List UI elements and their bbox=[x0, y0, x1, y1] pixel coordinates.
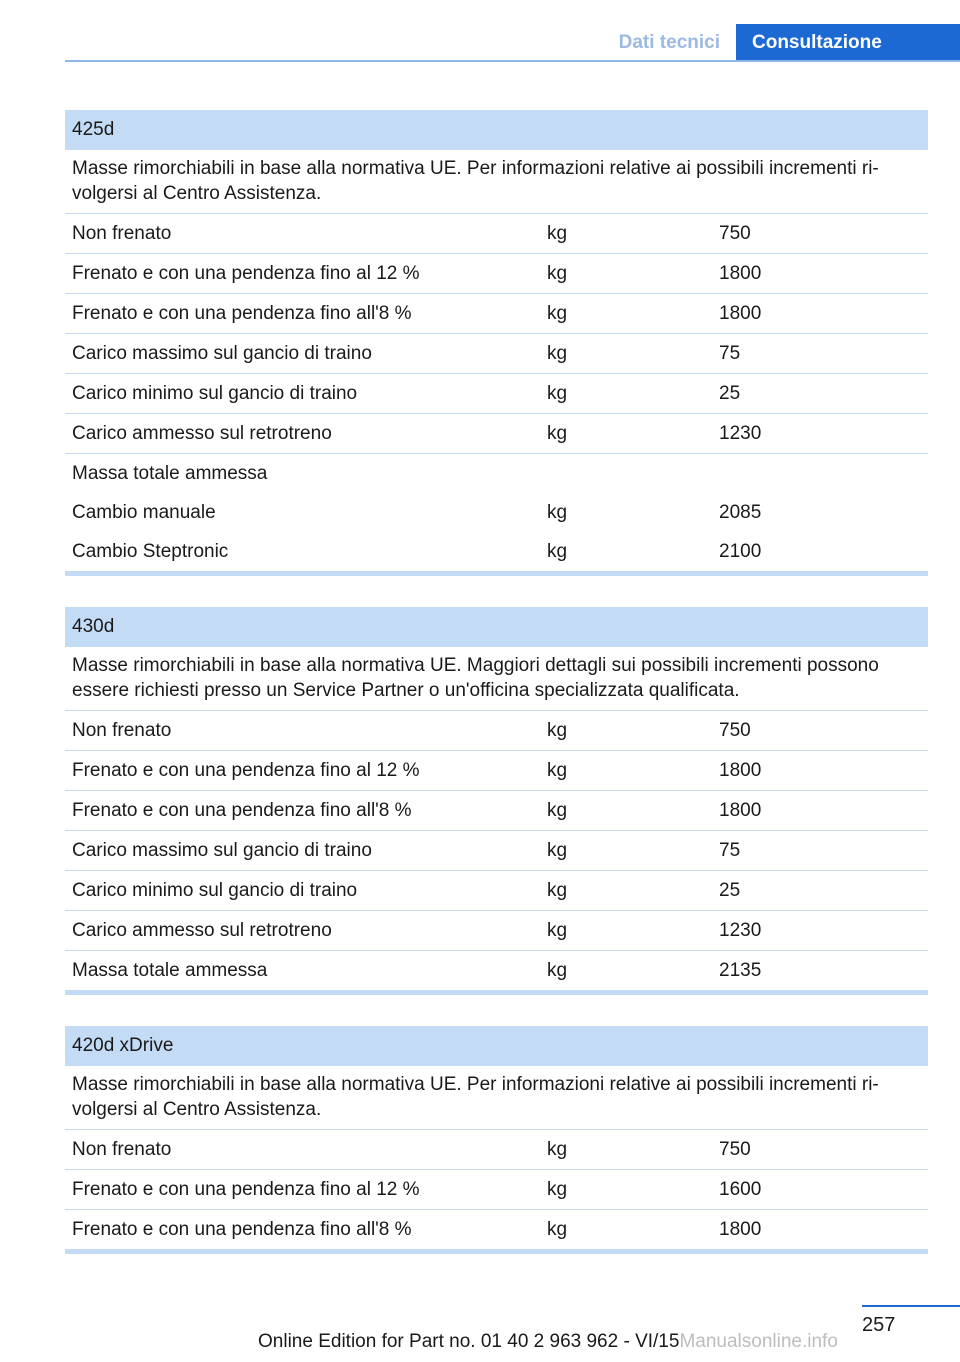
row-label: Carico massimo sul gancio di traino bbox=[72, 343, 372, 364]
row-value: 25 bbox=[719, 880, 741, 901]
table-row bbox=[65, 414, 928, 454]
row-unit: kg bbox=[547, 263, 568, 284]
row-value: 1600 bbox=[719, 1179, 762, 1200]
row-value: 25 bbox=[719, 383, 741, 404]
row-label: Carico minimo sul gancio di traino bbox=[72, 880, 358, 901]
table-row bbox=[65, 294, 928, 334]
row-label: Frenato e con una pendenza fino all'8 % bbox=[72, 800, 412, 821]
row-unit: kg bbox=[547, 1219, 568, 1240]
row-label: Frenato e con una pendenza fino al 12 % bbox=[72, 263, 420, 284]
watermark-text: Manualsonline.info bbox=[679, 1331, 838, 1352]
row-value: 75 bbox=[719, 840, 741, 861]
row-unit: kg bbox=[547, 840, 568, 861]
row-value: 750 bbox=[719, 1139, 751, 1160]
table-row bbox=[65, 254, 928, 294]
row-label: Carico ammesso sul retrotreno bbox=[72, 920, 332, 941]
table-row bbox=[65, 1210, 928, 1249]
row-label: Carico massimo sul gancio di traino bbox=[72, 840, 372, 861]
row-unit: kg bbox=[547, 303, 568, 324]
row-label: Carico minimo sul gancio di traino bbox=[72, 383, 358, 404]
table-note: Masse rimorchiabili in base alla normativa UE. Maggiori dettagli sui possibili incrementi possono essere richiesti presso un Service Partner o un'officina specializzata qualificata. bbox=[65, 647, 928, 711]
row-value: 2135 bbox=[719, 960, 762, 981]
table-row bbox=[65, 911, 928, 951]
row-label: Cambio Steptronic bbox=[72, 541, 229, 562]
row-label: Frenato e con una pendenza fino all'8 % bbox=[72, 1219, 412, 1240]
table-end-rule bbox=[65, 571, 928, 576]
table-row bbox=[65, 1170, 928, 1210]
row-label: Non frenato bbox=[72, 223, 172, 244]
table-note: Masse rimorchiabili in base alla normativa UE. Per informazioni relative ai possibili incrementi rivolgersi al Centro Assistenza. bbox=[65, 150, 928, 214]
table-title: 430d bbox=[65, 607, 928, 647]
row-label: Frenato e con una pendenza fino all'8 % bbox=[72, 303, 412, 324]
table-row bbox=[65, 214, 928, 254]
row-label: Cambio manuale bbox=[72, 502, 216, 523]
row-unit: kg bbox=[547, 502, 568, 523]
row-value: 1800 bbox=[719, 303, 762, 324]
spec-table-430d bbox=[65, 607, 928, 995]
row-unit: kg bbox=[547, 880, 568, 901]
row-unit: kg bbox=[547, 1139, 568, 1160]
row-value: 1800 bbox=[719, 800, 762, 821]
header-rule bbox=[65, 60, 960, 62]
edition-line bbox=[258, 1331, 838, 1353]
table-note: Masse rimorchiabili in base alla normativa UE. Per informazioni relative ai possibili incrementi rivolgersi al Centro Assistenza. bbox=[65, 1066, 928, 1130]
table-row bbox=[65, 334, 928, 374]
footer-rule bbox=[862, 1305, 960, 1307]
table-row bbox=[65, 493, 928, 532]
row-value: 1230 bbox=[719, 920, 762, 941]
table-subheading-row bbox=[65, 454, 928, 493]
row-unit: kg bbox=[547, 541, 568, 562]
section-tab: Dati tecnici bbox=[618, 32, 720, 53]
row-label: Massa totale ammessa bbox=[72, 463, 268, 484]
table-row bbox=[65, 871, 928, 911]
row-unit: kg bbox=[547, 760, 568, 781]
row-label: Massa totale ammessa bbox=[72, 960, 268, 981]
page-header bbox=[65, 24, 960, 62]
table-row bbox=[65, 791, 928, 831]
row-label: Frenato e con una pendenza fino al 12 % bbox=[72, 1179, 420, 1200]
row-unit: kg bbox=[547, 720, 568, 741]
row-unit: kg bbox=[547, 800, 568, 821]
table-end-rule bbox=[65, 1249, 928, 1254]
table-row bbox=[65, 951, 928, 990]
row-value: 2100 bbox=[719, 541, 762, 562]
row-unit: kg bbox=[547, 343, 568, 364]
row-value: 1800 bbox=[719, 1219, 762, 1240]
row-label: Frenato e con una pendenza fino al 12 % bbox=[72, 760, 420, 781]
edition-text: Online Edition for Part no. 01 40 2 963 962 - VI/15 bbox=[258, 1331, 680, 1352]
table-row bbox=[65, 751, 928, 791]
table-end-rule bbox=[65, 990, 928, 995]
row-unit: kg bbox=[547, 383, 568, 404]
table-title: 425d bbox=[65, 110, 928, 150]
row-unit: kg bbox=[547, 960, 568, 981]
row-unit: kg bbox=[547, 223, 568, 244]
chapter-tab: Consultazione bbox=[736, 24, 960, 62]
row-label: Non frenato bbox=[72, 1139, 172, 1160]
page-number: 257 bbox=[862, 1314, 896, 1336]
row-value: 750 bbox=[719, 223, 751, 244]
spec-table-420d-xdrive bbox=[65, 1026, 928, 1254]
row-value: 75 bbox=[719, 343, 741, 364]
table-title: 420d xDrive bbox=[65, 1026, 928, 1066]
row-value: 2085 bbox=[719, 502, 762, 523]
row-value: 1800 bbox=[719, 263, 762, 284]
row-label: Non frenato bbox=[72, 720, 172, 741]
row-unit: kg bbox=[547, 423, 568, 444]
row-unit: kg bbox=[547, 920, 568, 941]
row-label: Carico ammesso sul retrotreno bbox=[72, 423, 332, 444]
table-row bbox=[65, 532, 928, 571]
table-row bbox=[65, 374, 928, 414]
table-row bbox=[65, 1130, 928, 1170]
table-row bbox=[65, 831, 928, 871]
table-row bbox=[65, 711, 928, 751]
row-value: 1800 bbox=[719, 760, 762, 781]
spec-table-425d bbox=[65, 110, 928, 576]
row-unit: kg bbox=[547, 1179, 568, 1200]
row-value: 750 bbox=[719, 720, 751, 741]
row-value: 1230 bbox=[719, 423, 762, 444]
